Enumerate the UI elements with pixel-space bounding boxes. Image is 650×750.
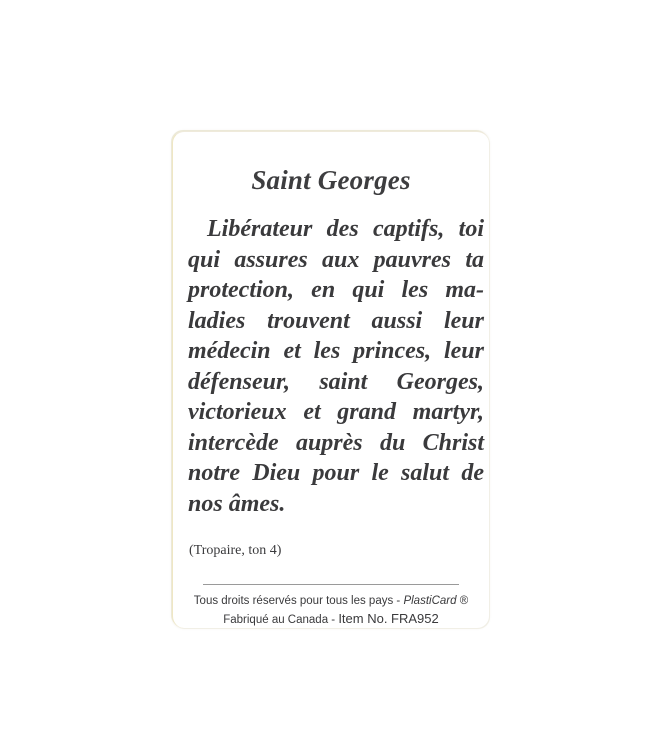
tropaire-note: (Tropaire, ton 4): [189, 543, 282, 558]
prayer-line: qui assures aux pauvres ta: [188, 246, 484, 273]
brand-name: PlastiCard: [403, 595, 457, 607]
prayer-line: victorieux et grand martyr,: [188, 399, 484, 425]
prayer-card: [172, 131, 489, 628]
prayer-line: défenseur, saint Georges,: [188, 368, 484, 395]
prayer-line: nos âmes.: [188, 490, 286, 517]
prayer-line: intercède auprès du Christ: [188, 429, 484, 456]
manufacture-line: [173, 611, 489, 626]
prayer-line: ladies trouvent aussi leur: [188, 307, 484, 334]
rights-text: Tous droits réservés pour tous les pays -: [193, 595, 404, 607]
made-in-text: Fabriqué au Canada -: [223, 614, 339, 626]
card-title: Saint Georges: [251, 165, 411, 195]
registered-mark: ®: [456, 595, 469, 607]
footer-divider: [203, 584, 459, 585]
rights-line: [173, 595, 489, 607]
prayer-text: [188, 214, 484, 519]
prayer-line: notre Dieu pour le salut de: [188, 460, 484, 486]
prayer-line: médecin et les princes, leur: [188, 338, 484, 364]
prayer-line: protection, en qui les ma-: [188, 277, 484, 303]
item-number: Item No. FRA952: [338, 611, 439, 626]
prayer-line: Libérateur des captifs, toi: [207, 216, 484, 242]
